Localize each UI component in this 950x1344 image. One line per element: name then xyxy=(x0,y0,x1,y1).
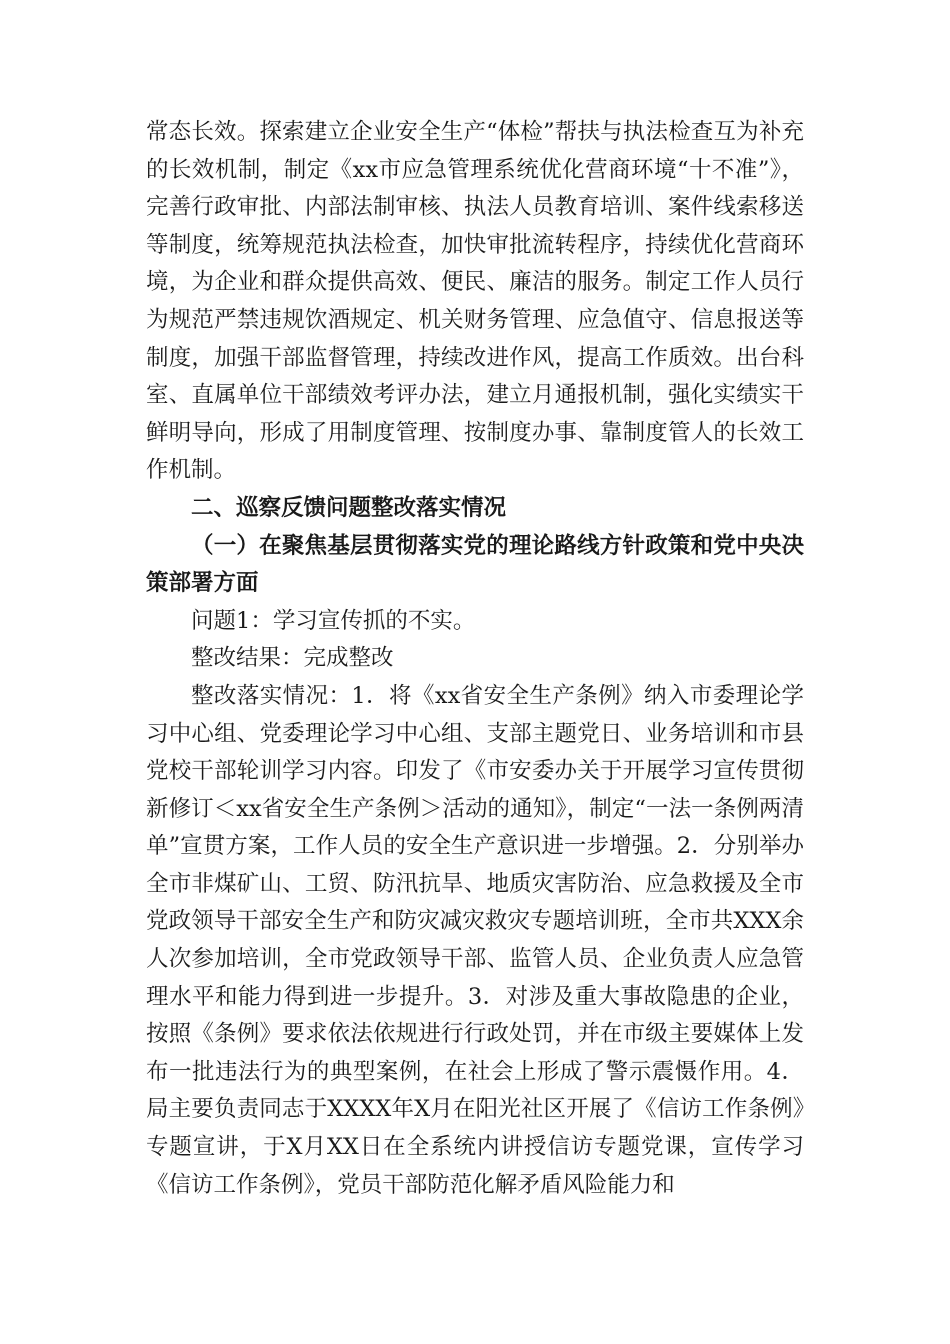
rectification-result: 整改结果：完成整改 xyxy=(191,645,394,672)
problem-statement: 问题1：学习宣传抓的不实。 xyxy=(191,607,476,634)
document-body xyxy=(146,114,804,1204)
paragraph-continuation: 常态长效。探索建立企业安全生产“体检”帮扶与执法检查互为补充的长效机制，制定《xx市应急管理系统优化营商环境“十不准”》，完善行政审批、内部法制审核、执法人员教育培训、案件线索移送等制度，统筹规范执法检查，加快审批流转程序，持续优化营商环境，为企业和群众提供高效、便民、廉洁的服务。制定工作人员行为规范严禁违规饮酒规定、机关财务管理、应急值守、信息报送等制度，加强干部监督管理，持续改进作风，提高工作质效。出台科室、直属单位干部绩效考评办法，建立月通报机制，强化实绩实干鲜明导向，形成了用制度管理、按制度办事、靠制度管人的长效工作机制。 xyxy=(146,119,804,484)
subsection-heading: （一）在聚焦基层贯彻落实党的理论路线方针政策和党中央决策部署方面 xyxy=(146,532,804,597)
rectification-details: 整改落实情况：1．将《xx省安全生产条例》纳入市委理论学习中心组、党委理论学习中心组、支部主题党日、业务培训和市县党校干部轮训学习内容。印发了《市安委办关于开展学习宣传贯彻新修订＜xx省安全生产条例＞活动的通知》，制定“一法一条例两清单”宣贯方案，工作人员的安全生产意识进一步增强。2．分别举办全市非煤矿山、工贸、防汛抗旱、地质灾害防治、应急救援及全市党政领导干部安全生产和防灾减灾救灾专题培训班，全市共XXX余人次参加培训，全市党政领导干部、监管人员、企业负责人应急管理水平和能力得到进一步提升。3．对涉及重大事故隐患的企业，按照《条例》要求依法依规进行行政处罚，并在市级主要媒体上发布一批违法行为的典型案例，在社会上形成了警示震慑作用。4．局主要负责同志于XXXX年X月在阳光社区开展了《信访工作条例》专题宣讲，于X月XX日在全系统内讲授信访专题党课，宣传学习《信访工作条例》，党员干部防范化解矛盾风险能力和 xyxy=(146,682,804,1198)
section-heading: 二、巡察反馈问题整改落实情况 xyxy=(191,494,507,521)
